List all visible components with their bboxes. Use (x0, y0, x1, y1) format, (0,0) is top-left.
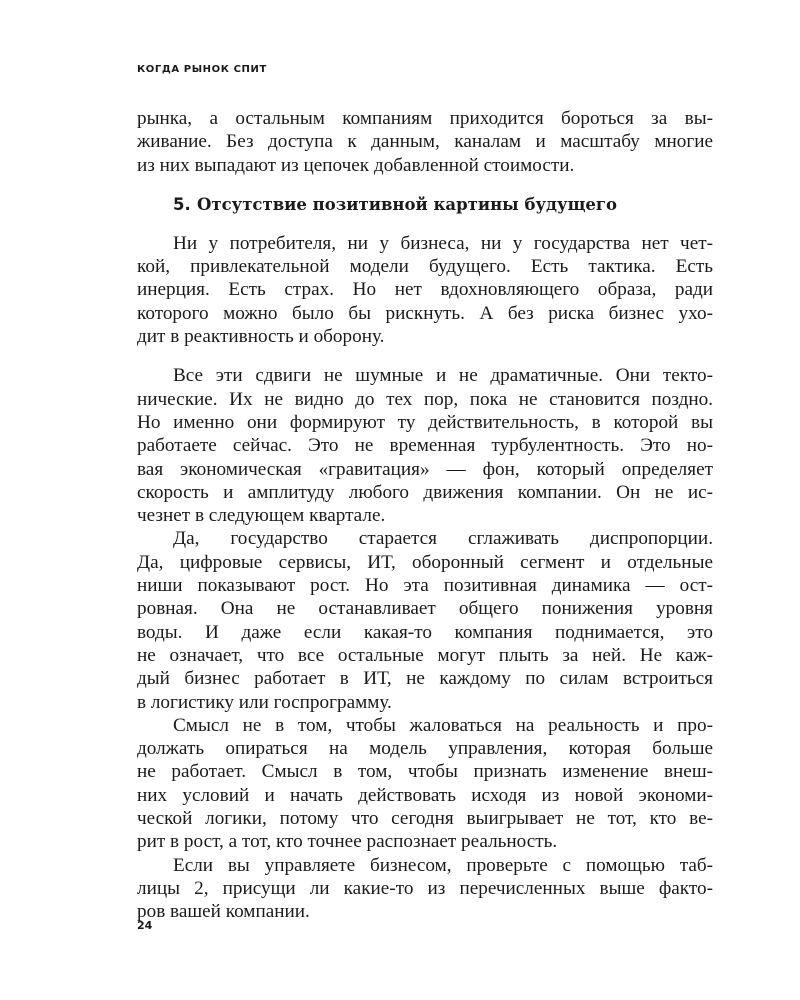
text-line: рынка, а остальным компаниям приходится бороться за вы- (137, 108, 713, 129)
text-line: воды. И даже если какая-то компания поднимается, это (137, 621, 713, 643)
section-title: Отсутствие позитивной картины будущего (197, 194, 618, 214)
text-line: в логистику или госпрограмму. (137, 691, 392, 713)
section-heading (137, 193, 713, 216)
text-line: Но именно они формируют ту действительность, в которой вы (137, 411, 713, 433)
text-line: нические. Их не видно до тех пор, пока не становится поздно. (137, 388, 713, 410)
text-line: Да, цифровые сервисы, ИТ, оборонный сегмент и отдельные (137, 551, 713, 573)
text-line: из них выпадают из цепочек добавленной стоимости. (137, 154, 575, 176)
text-line: не означает, что все остальные могут плыть за ней. Не каж- (137, 644, 713, 666)
paragraph (137, 232, 713, 348)
paragraph (137, 854, 713, 924)
text-line: кой, привлекательной модели будущего. Есть тактика. Есть (137, 256, 713, 278)
text-line: Да, государство старается сглаживать диспропорции. (173, 528, 713, 550)
text-line: Если вы управляете бизнесом, проверьте с помощью таб- (173, 854, 713, 876)
text-line: Ни у потребителя, ни у бизнеса, ни у государства нет чет- (173, 232, 713, 254)
text-line: живание. Без доступа к данным, каналам и масштабу многие (137, 131, 713, 153)
text-line: которого можно было бы рискнуть. А без риска бизнес ухо- (137, 302, 713, 324)
text-line: ниши показывают рост. Но эта позитивная динамика — ост- (137, 575, 713, 597)
section-number: 5. (173, 194, 191, 214)
text-line: должать опираться на модель управления, которая больше (137, 738, 713, 760)
paragraph (137, 364, 713, 527)
text-line: рит в рост, а тот, кто точнее распознает реальность. (137, 831, 558, 853)
page-number: 24 (137, 919, 153, 932)
text-line: них условий и начать действовать исходя из новой экономи- (137, 784, 713, 806)
body-text (137, 107, 713, 924)
paragraph (137, 527, 713, 713)
text-line: дит в реактивность и оборону. (137, 326, 385, 348)
text-line: Смысл не в том, чтобы жаловаться на реальность и про- (173, 714, 713, 736)
text-line: скорость и амплитуду любого движения компании. Он не ис- (137, 481, 713, 503)
text-line: лицы 2, присущи ли какие-то из перечисленных выше факто- (137, 877, 713, 899)
text-line: работаете сейчас. Это не временная турбулентность. Это но- (137, 435, 713, 457)
text-line: инерция. Есть страх. Но нет вдохновляющего образа, ради (137, 279, 713, 301)
text-line: ров вашей компании. (137, 901, 310, 923)
intro-paragraph (137, 107, 713, 177)
text-line: чезнет в следующем квартале. (137, 505, 386, 527)
text-line: Все эти сдвиги не шумные и не драматичные. Они текто- (173, 365, 713, 387)
text-line: ровная. Она не останавливает общего понижения уровня (137, 598, 713, 620)
text-line: дый бизнес работает в ИТ, не каждому по силам встроиться (137, 668, 713, 690)
paragraph (137, 714, 713, 854)
text-line: вая экономическая «гравитация» — фон, который определяет (137, 458, 713, 480)
text-line: не работает. Смысл в том, чтобы признать изменение внеш- (137, 761, 713, 783)
running-head: КОГДА РЫНОК СПИТ (137, 64, 267, 75)
text-line: ческой логики, потому что сегодня выигрывает не тот, кто ве- (137, 808, 713, 830)
